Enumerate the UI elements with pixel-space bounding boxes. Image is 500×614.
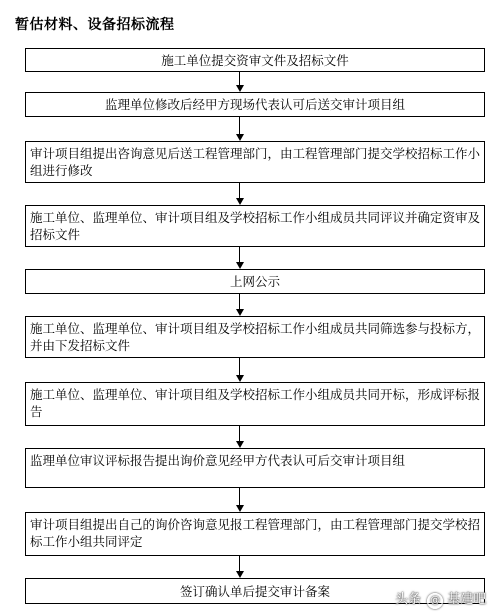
flow-step-6	[25, 316, 485, 358]
flow-step-9	[25, 512, 485, 556]
flow-arrow-8	[236, 488, 244, 512]
flow-step-1-text: 施工单位提交资审文件及招标文件	[161, 52, 349, 68]
watermark-name: 基建吧	[447, 592, 487, 607]
flow-arrow-7	[236, 426, 244, 448]
flow-step-5	[25, 269, 485, 294]
flow-step-4	[25, 205, 485, 247]
watermark-at-icon: @	[427, 593, 443, 609]
page-title: 暂估材料、设备招标流程	[15, 17, 175, 33]
flow-step-8	[25, 448, 485, 488]
flow-step-7	[25, 382, 485, 426]
flow-step-8-text: 监理单位审议评标报告提出询价意见经甲方代表认可后交审计项目组	[30, 453, 406, 468]
flow-arrow-9	[236, 556, 244, 578]
flow-step-6-text: 施工单位、监理单位、审计项目组及学校招标工作小组成员共同筛选参与投标方，并由下发招标文件	[30, 321, 481, 353]
flow-step-2	[25, 92, 485, 117]
flow-step-2-text: 监理单位修改后经甲方现场代表认可后送交审计项目组	[104, 97, 405, 112]
flow-step-5-text: 上网公示	[229, 274, 280, 289]
flow-arrow-6	[236, 358, 244, 382]
flow-arrow-1	[236, 72, 244, 92]
watermark-prefix: 头条	[395, 592, 422, 607]
flow-arrow-5	[236, 294, 244, 316]
flow-step-10-text: 签订确认单后提交审计备案	[179, 583, 330, 599]
flow-arrow-3	[236, 183, 244, 205]
flow-step-1	[25, 48, 485, 72]
flow-arrow-4	[236, 247, 244, 269]
flow-step-4-text: 施工单位、监理单位、审计项目组及学校招标工作小组成员共同评议并确定资审及招标文件	[30, 210, 481, 242]
flow-step-3	[25, 141, 485, 183]
flow-step-3-text: 审计项目组提出咨询意见后送工程管理部门，由工程管理部门提交学校招标工作小组进行修改	[30, 146, 481, 178]
flow-step-7-text: 施工单位、监理单位、审计项目组及学校招标工作小组成员共同开标，形成评标报告	[30, 387, 481, 419]
flow-arrow-2	[236, 117, 244, 141]
flow-step-9-text: 审计项目组提出自己的询价咨询意见报工程管理部门，由工程管理部门提交学校招标工作小组共同评定	[30, 517, 481, 549]
watermark	[395, 588, 486, 609]
